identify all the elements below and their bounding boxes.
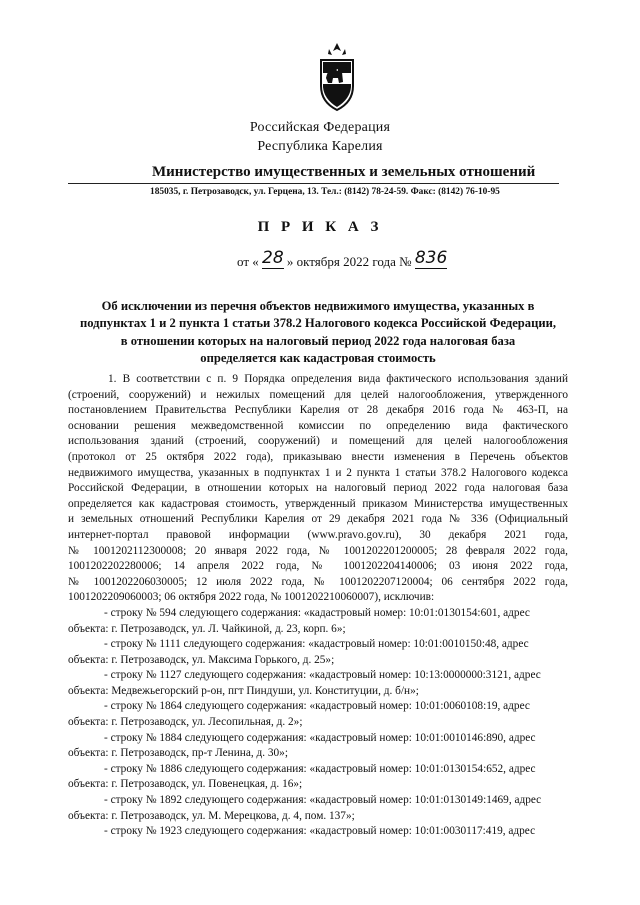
ministry-address: 185035, г. Петрозаводск, ул. Герцена, 13. Тел.: (8142) 78-24-59. Факс: (8142) 76-10-95 — [150, 187, 500, 197]
body-line: определяется как кадастровая стоимость, утвержденный приказом Министерства имущественных — [68, 497, 568, 510]
body-line: объекта: г. Петрозаводск, пр-т Ленина, д. 30»; — [68, 747, 288, 760]
body-line: - строку № 1884 следующего содержания: «кадастровый номер: 10:01:0010146:890, адрес — [104, 731, 536, 744]
date-prefix: от « — [237, 254, 259, 269]
date-middle: » октября 2022 года № — [286, 254, 412, 269]
body-line: 1. В соответствии с п. 9 Порядка определения вида фактического использования зданий — [108, 373, 568, 385]
emblem — [316, 42, 358, 112]
body-line: - строку № 1892 следующего содержания: «кадастровый номер: 10:01:0130149:1469, адрес — [104, 794, 542, 807]
body-line: № 1001202112300008; 20 января 2022 года, № 1001202201200005; 28 февраля 2022 года, — [68, 544, 568, 557]
body-line: использования зданий (строений, сооружений) и помещений для целей налогообложения — [68, 435, 568, 448]
document-type: П Р И К А З — [257, 219, 383, 235]
body-line: интернет-портал правовой информации (www.pravo.gov.ru), 30 декабря 2021 года, — [68, 528, 568, 541]
subject-line: определяется как кадастровая стоимость — [200, 351, 436, 366]
body-line: - строку № 1127 следующего содержания: «кадастровый номер: 10:13:0000000:3121, адрес — [104, 669, 541, 682]
body-line: № 1001202206030005; 12 июля 2022 года, № 1001202207120004; 06 сентября 2022 года, — [68, 575, 568, 588]
order-date-line — [237, 248, 448, 272]
body-line: объекта: Медвежьегорский р-он, пгт Пиндуши, ул. Конституции, д. б/н»; — [68, 684, 419, 697]
body-line: 1001202209060003; 06 октября 2022 года, № 1001202210060007), исключив: — [68, 591, 435, 604]
body-line: объекта: г. Петрозаводск, ул. М. Мерецкова, д. 4, пом. 137»; — [68, 809, 355, 822]
handwritten-day: 28 — [262, 248, 284, 268]
body-line: 1001202202280006; 14 апреля 2022 года, № 1001202204140006; 03 июня 2022 года, — [68, 560, 568, 573]
body-line: - строку № 1864 следующего содержания: «кадастровый номер: 10:01:0060108:19, адрес — [104, 700, 530, 713]
order-subject — [68, 298, 568, 368]
body-line: - строку № 1886 следующего содержания: «кадастровый номер: 10:01:0130154:652, адрес — [104, 762, 536, 775]
body-line: объекта: г. Петрозаводск, ул. Лесопильная, д. 2»; — [68, 716, 303, 729]
body-line: постановлением Правительства Республики Карелия от 28 декабря 2016 года № 463-П, на — [68, 404, 568, 417]
subject-line: подпунктах 1 и 2 пункта 1 статьи 378.2 Налогового кодекса Российской Федерации, — [79, 316, 557, 331]
body-line: - строку № 1923 следующего содержания: «кадастровый номер: 10:01:0030117:419, адрес — [104, 825, 536, 838]
body-line: недвижимого имущества, указанных в подпунктах 1 и 2 пункта 1 статьи 378.2 Налогового кодекса — [68, 466, 568, 479]
subject-line: в отношении которых на налоговый период 2022 года налоговая база — [120, 333, 516, 348]
body-line: Российской Федерации, в отношении которых на налоговый период 2022 года налоговая база — [68, 482, 568, 495]
header-rule — [68, 183, 559, 184]
body-line: - строку № 1111 следующего содержания: «кадастровый номер: 10:01:0010150:48, адрес — [104, 638, 529, 651]
body-line: - строку № 594 следующего содержания: «кадастровый номер: 10:01:0130154:601, адрес — [104, 606, 530, 619]
country-name: Российская Федерация — [249, 120, 391, 135]
body-line: основании решения межведомственной комиссии по определению вида фактического — [68, 419, 568, 432]
body-line: объекта: г. Петрозаводск, ул. Повенецкая, д. 16»; — [68, 778, 303, 791]
body-line: объекта: г. Петрозаводск, ул. Л. Чайкиной, д. 23, корп. 6»; — [68, 622, 346, 635]
body-line: объекта: г. Петрозаводск, ул. Максима Горького, д. 25»; — [68, 653, 335, 666]
republic-name: Республика Карелия — [257, 139, 383, 154]
body-line: (строений, сооружений) и нежилых помещений для целей налогообложения, утвержденного — [68, 388, 568, 401]
order-body — [68, 372, 568, 840]
coat-of-arms-icon — [316, 42, 358, 112]
subject-line: Об исключении из перечня объектов недвижимого имущества, указанных в — [101, 299, 535, 313]
body-line: (протокол от 25 октября 2022 года), приказываю внести изменения в Перечень объектов — [68, 450, 568, 463]
ministry-name: Министерство имущественных и земельных отношений — [152, 164, 536, 180]
handwritten-number: 836 — [414, 248, 448, 268]
body-line: и земельных отношений Республики Карелия от 29 декабря 2021 года № 336 (Официальный — [68, 513, 568, 526]
